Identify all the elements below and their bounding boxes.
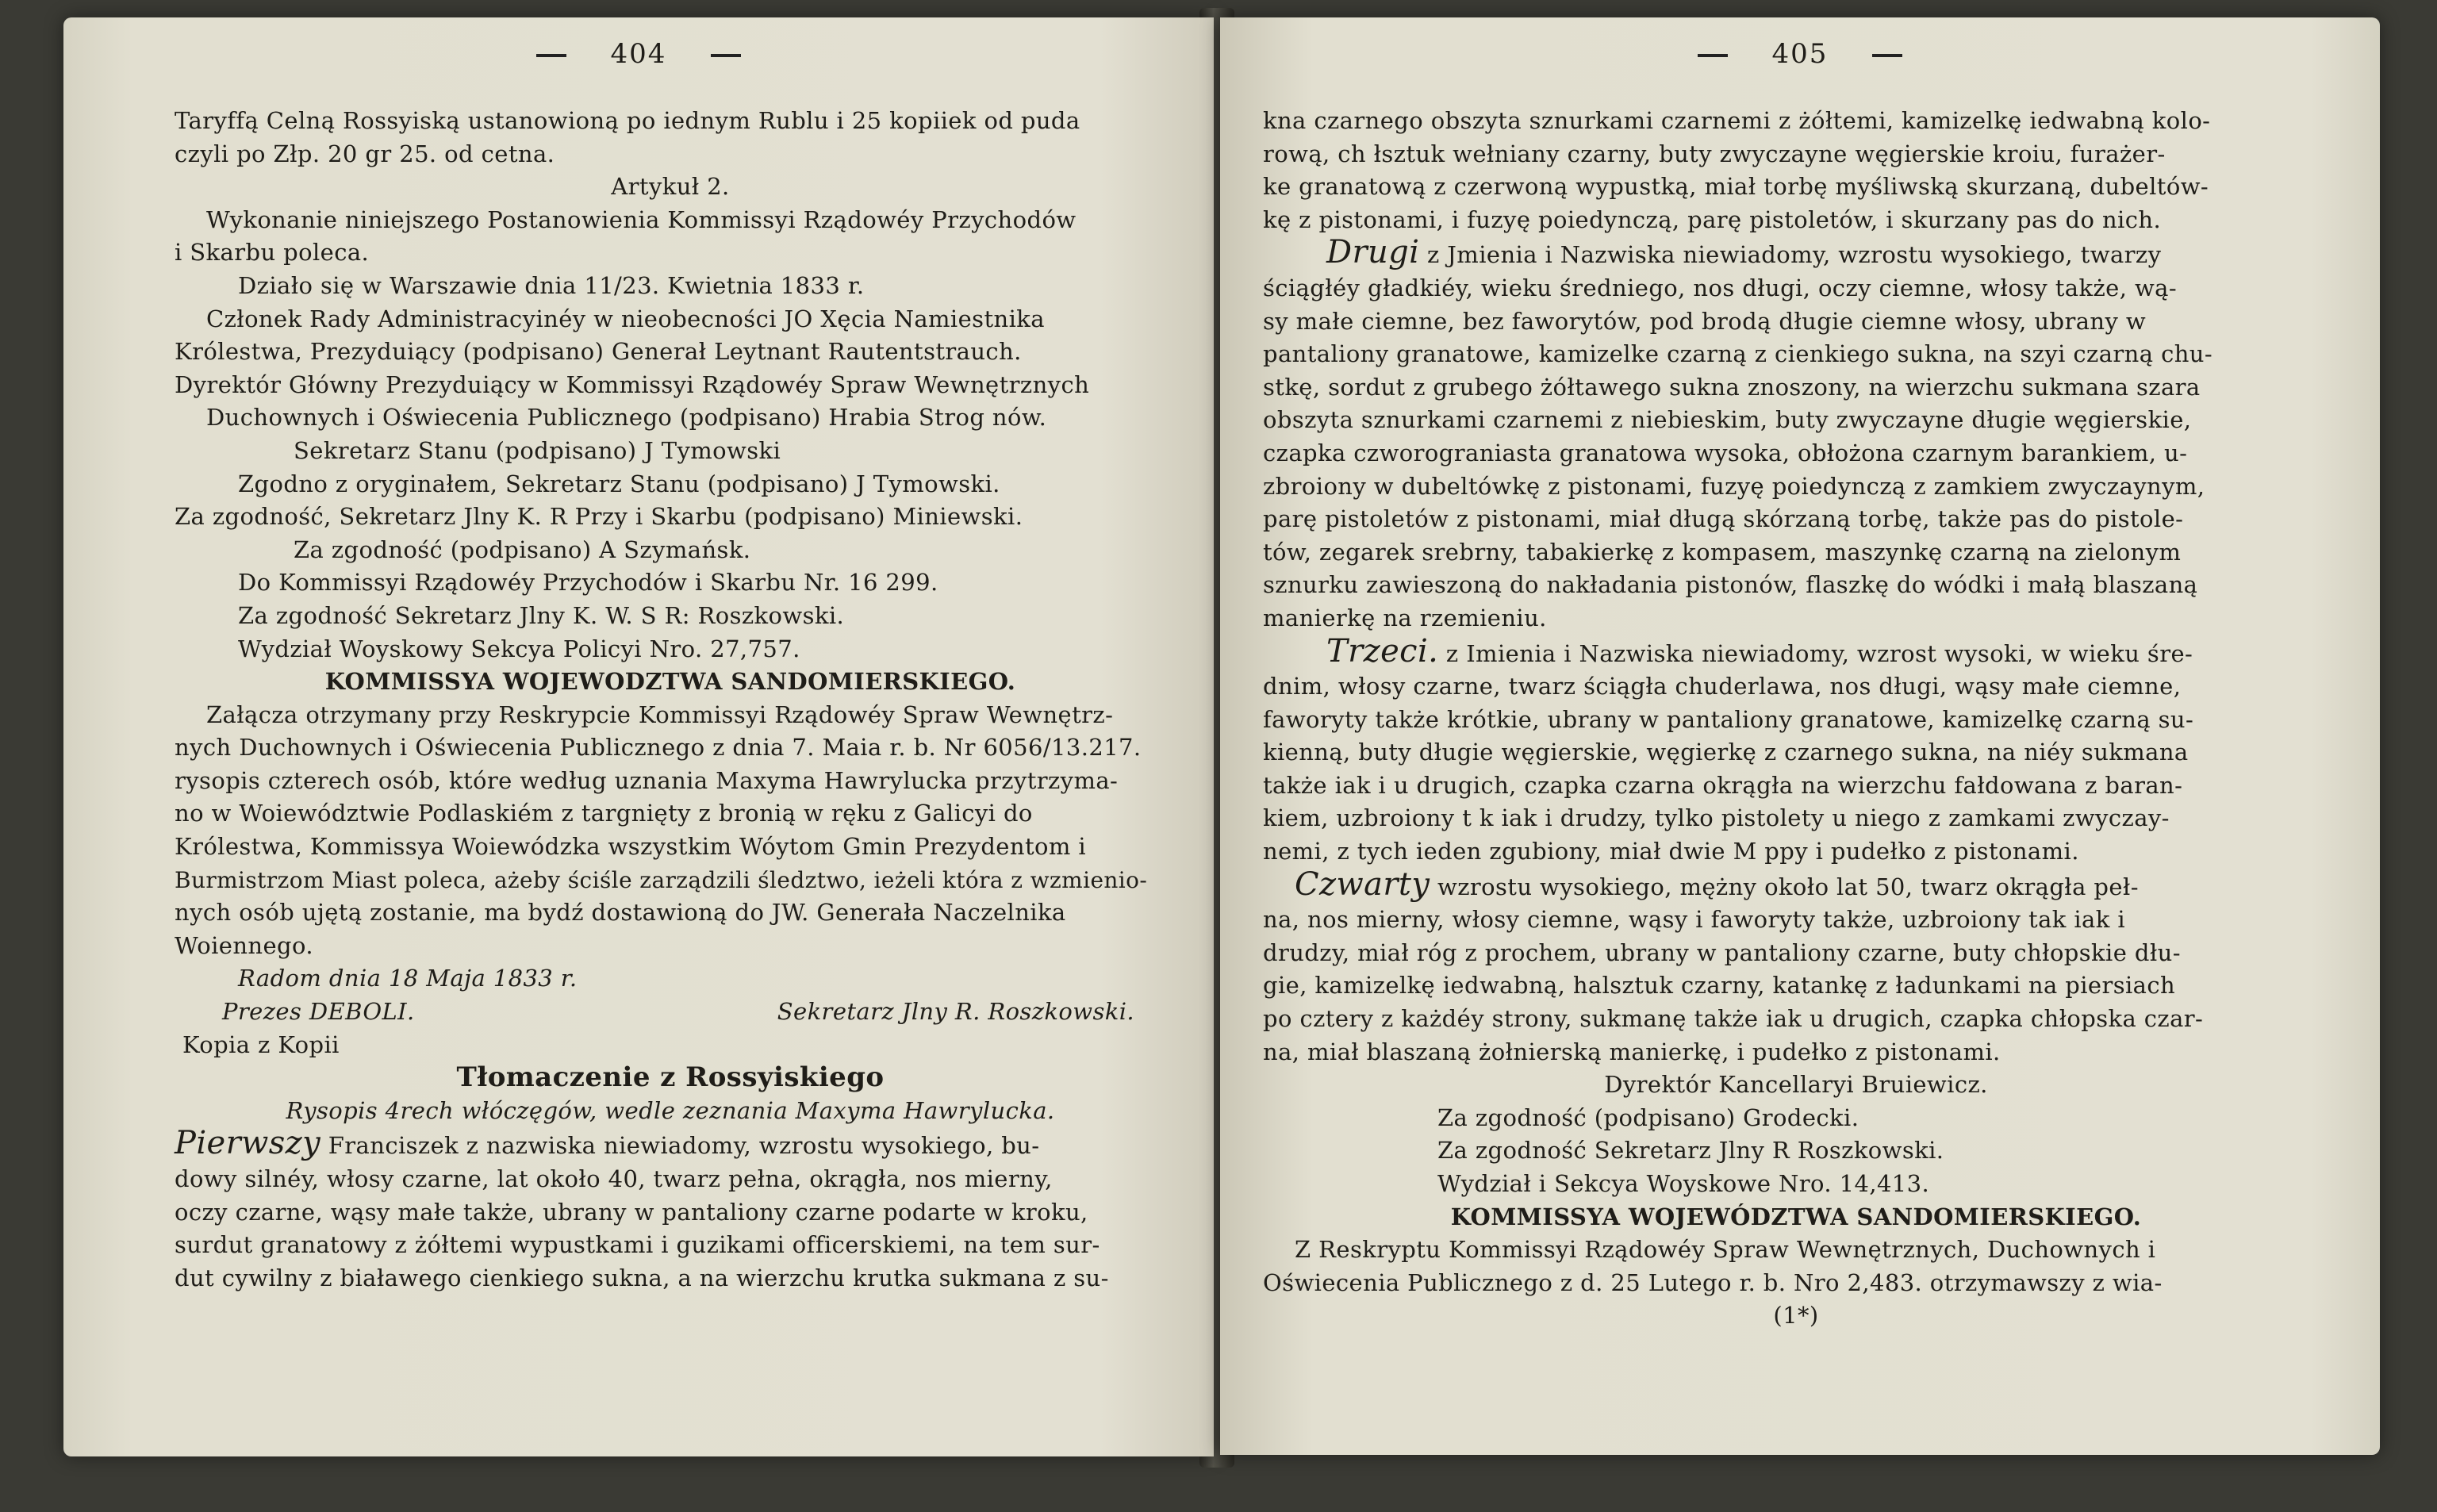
text-line: tów, zegarek srebrny, tabakierkę z kompasem, maszynkę czarną na zielonym bbox=[1263, 538, 2182, 566]
signature-mark: (1*) bbox=[1773, 1302, 1819, 1330]
text-line: Sekretarz Stanu (podpisano) J Tymowski bbox=[294, 436, 781, 464]
text-line: faworyty także krótkie, ubrany w pantaliony granatowe, kamizelkę czarną su- bbox=[1263, 705, 2194, 733]
text-line: dut cywilny z białawego cienkiego sukna, a na wierzchu krutka sukmana z su- bbox=[175, 1264, 1109, 1291]
page-number: 404 bbox=[610, 38, 667, 70]
text-line: Duchownych i Oświecenia Publicznego (podpisano) Hrabia Strog nów. bbox=[206, 404, 1047, 432]
secretary-signature: Sekretarz Jlny R. Roszkowski. bbox=[777, 998, 1134, 1026]
text-line: parę pistoletów z pistonami, miał długą skórzaną torbę, także pas do pistole- bbox=[1263, 505, 2184, 533]
text-span: z Jmienia i Nazwiska niewiadomy, wzrostu wysokiego, twarzy bbox=[1426, 241, 2162, 269]
text-span: Franciszek z nazwiska niewiadomy, wzrostu wysokiego, bu- bbox=[328, 1132, 1040, 1160]
section-ref: Wydział i Sekcya Woyskowe Nro. 14,413. bbox=[1437, 1170, 1930, 1197]
date-line: Radom dnia 18 Maja 1833 r. bbox=[238, 965, 578, 992]
text-line: kę z pistonami, i fuzyę poiedynczą, parę pistoletów, i skurzany pas do nich. bbox=[1263, 205, 2162, 233]
text-line: dnim, włosy czarne, twarz ściągła chuderlawa, nos długi, wąsy małe ciemne, bbox=[1263, 673, 2182, 700]
text-line: Dyrektór Główny Prezyduiący w Kommissyi Rządowéy Spraw Wewnętrznych bbox=[175, 370, 1090, 398]
text-line: obszyta sznurkami czarnemi z niebieskim, buty zwyczayne długie węgierskie, bbox=[1263, 406, 2192, 434]
text-line: oczy czarne, wąsy małe także, ubrany w pantaliony czarne podarte w kroku, bbox=[175, 1198, 1088, 1226]
text-line: dowy silnéy, włosy czarne, lat około 40, twarz pełna, okrągła, nos mierny, bbox=[175, 1165, 1053, 1192]
text-line: także iak i u drugich, czapka czarna okrągła na wierzchu fałdowana z baran- bbox=[1263, 771, 2183, 799]
text-line: ściągłéy gładkiéy, wieku średniego, nos długi, oczy ciemne, włosy także, wą- bbox=[1263, 274, 2178, 301]
text-line bbox=[1263, 632, 2329, 671]
text-span: z Imienia i Nazwiska niewiadomy, wzrost wysoki, w wieku śre- bbox=[1445, 639, 2193, 667]
section-heading: KOMMISSYA WOJEWÓDZTWA SANDOMIERSKIEGO. bbox=[1450, 1203, 2142, 1230]
text-line: pantaliony granatowe, kamizelke czarną z cienkiego sukna, na szyi czarną chu- bbox=[1263, 340, 2213, 368]
text-line: Za zgodność (podpisano) Grodecki. bbox=[1437, 1103, 1859, 1131]
text-line: gie, kamizelkę iedwabną, halsztuk czarny, katankę z ładunkami na piersiach bbox=[1263, 972, 2176, 1000]
header-dash bbox=[711, 54, 741, 57]
text-line: Za zgodność (podpisano) A Szymańsk. bbox=[294, 535, 751, 563]
subheading: Rysopis 4rech włóczęgów, wedle zeznania Maxyma Hawrylucka. bbox=[286, 1096, 1055, 1124]
page-header bbox=[63, 38, 1214, 70]
text-line: surdut granatowy z żółtemi wypustkami i guzikami officerskiemi, na tem sur- bbox=[175, 1231, 1100, 1259]
text-line: drudzy, miał róg z prochem, ubrany w pantaliony czarne, buty chłopskie dłu- bbox=[1263, 938, 2181, 966]
text-line: stkę, sordut z grubego żółtawego sukna znoszony, na wierzchu sukmana szara bbox=[1263, 373, 2201, 401]
text-line: sznurku zawieszoną do nakładania pistonów, flaszkę do wódki i małą blaszaną bbox=[1263, 571, 2198, 599]
text-line: Wykonanie niniejszego Postanowienia Kommissyi Rządowéy Przychodów bbox=[206, 205, 1077, 233]
text-line: Z Reskryptu Kommissyi Rządowéy Spraw Wewnętrznych, Duchownych i bbox=[1295, 1236, 2156, 1264]
text-line: Oświecenia Publicznego z d. 25 Lutego r. b. Nro 2,483. otrzymawszy z wia- bbox=[1263, 1268, 2163, 1296]
text-line: Do Kommissyi Rządowéy Przychodów i Skarbu Nr. 16 299. bbox=[238, 569, 938, 597]
text-line: Taryffą Celną Rossyiską ustanowioną po iednym Rublu i 25 kopiiek od puda bbox=[175, 107, 1080, 134]
text-line: Działo się w Warszawie dnia 11/23. Kwietnia 1833 r. bbox=[238, 271, 865, 299]
text-line: czapka czworograniasta granatowa wysoka, obłożona czarnym barankiem, u- bbox=[1263, 439, 2188, 466]
text-line: Królestwa, Kommissya Woiewódzka wszystkim Wóytom Gmin Prezydentom i bbox=[175, 833, 1087, 861]
text-line: Zgodno z oryginałem, Sekretarz Stanu (podpisano) J Tymowski. bbox=[238, 470, 1000, 497]
header-dash bbox=[1872, 54, 1902, 57]
text-line: no w Woiewództwie Podlaskiém z targnięty z bronią w ręku z Galicyi do bbox=[175, 800, 1033, 827]
text-line bbox=[1263, 865, 2329, 904]
section-heading: KOMMISSYA WOJEWODZTWA SANDOMIERSKIEGO. bbox=[324, 668, 1016, 696]
text-line: na, nos mierny, włosy ciemne, wąsy i faworyty także, uzbroiony tak iak i bbox=[1263, 906, 2126, 934]
text-line: sy małe ciemne, bez faworytów, pod brodą długie ciemne włosy, ubrany w bbox=[1263, 307, 2147, 335]
text-line bbox=[1263, 236, 2329, 272]
page-header bbox=[1220, 38, 2380, 70]
drop-word: Trzeci. bbox=[1326, 632, 1439, 670]
text-line: kiem, uzbroiony t k iak i drudzy, tylko pistolety u niego z zamkami zwyczay- bbox=[1263, 804, 2170, 832]
text-span: wzrostu wysokiego, mężny około lat 50, twarz okrągła peł- bbox=[1437, 873, 2139, 900]
text-line bbox=[175, 1127, 1166, 1163]
text-line: Za zgodność Sekretarz Jlny K. W. S R: Roszkowski. bbox=[238, 601, 845, 629]
text-line: Burmistrzom Miast poleca, ażeby ściśle zarządzili śledztwo, ieżeli która z wzmienio- bbox=[175, 866, 1148, 893]
text-line: po cztery z każdéy strony, sukmanę także iak u drugich, czapka chłopska czar- bbox=[1263, 1005, 2204, 1033]
text-line: rową, ch łsztuk wełniany czarny, buty zwyczayne węgierskie kroiu, furażer- bbox=[1263, 140, 2166, 167]
page-text bbox=[1263, 105, 2329, 1333]
drop-word: Czwarty bbox=[1295, 865, 1430, 903]
header-dash bbox=[536, 54, 566, 57]
drop-word: Pierwszy bbox=[175, 1125, 321, 1162]
text-line: Załącza otrzymany przy Reskrypcie Kommissyi Rządowéy Spraw Wewnętrz- bbox=[206, 700, 1114, 728]
text-line: na, miał blaszaną żołnierską manierkę, i pudełko z pistonami. bbox=[1263, 1038, 2001, 1065]
left-page bbox=[63, 17, 1214, 1456]
right-page bbox=[1220, 17, 2380, 1455]
text-line: nemi, z tych ieden zgubiony, miał dwie M ppy i pudełko z pistonami. bbox=[1263, 838, 2079, 865]
text-line: rysopis czterech osób, które według uznania Maxyma Hawrylucka przytrzyma- bbox=[175, 766, 1119, 794]
page-number: 405 bbox=[1771, 38, 1829, 70]
text-line: Za zgodność Sekretarz Jlny R Roszkowski. bbox=[1437, 1137, 1944, 1165]
text-line: zbroiony w dubeltówkę z pistonami, fuzyę poiedynczą z zamkiem zwyczaynym, bbox=[1263, 472, 2205, 500]
text-line: nych osób ujętą zostanie, ma bydź dostawioną do JW. Generała Naczelnika bbox=[175, 899, 1066, 927]
text-line: Królestwa, Prezyduiący (podpisano) Generał Leytnant Rautentstrauch. bbox=[175, 338, 1022, 366]
text-line: czyli po Złp. 20 gr 25. od cetna. bbox=[175, 140, 555, 167]
text-line: Dyrektór Kancellaryi Bruiewicz. bbox=[1604, 1071, 1988, 1099]
text-line: nych Duchownych i Oświecenia Publicznego z dnia 7. Maia r. b. Nr 6056/13.217. bbox=[175, 734, 1142, 762]
article-heading: Artykuł 2. bbox=[611, 173, 730, 201]
translation-heading: Tłomaczenie z Rossyiskiego bbox=[456, 1061, 885, 1094]
text-line: Członek Rady Administracyinéy w nieobecności JO Xęcia Namiestnika bbox=[206, 305, 1045, 332]
text-line: kienną, buty długie węgierskie, węgierkę z czarnego sukna, na niéy sukmana bbox=[1263, 739, 2189, 766]
text-line: ke granatową z czerwoną wypustką, miał torbę myśliwską skurzaną, dubeltów- bbox=[1263, 173, 2209, 201]
page-text bbox=[175, 105, 1166, 1295]
section-ref: Wydział Woyskowy Sekcya Policyi Nro. 27,757. bbox=[238, 635, 800, 662]
text-line: Woiennego. bbox=[175, 931, 313, 959]
text-line: i Skarbu poleca. bbox=[175, 239, 370, 267]
header-dash bbox=[1698, 54, 1728, 57]
president-signature: Prezes DEBOLI. bbox=[222, 998, 415, 1026]
text-line: manierkę na rzemieniu. bbox=[1263, 604, 1547, 631]
drop-word: Drugi bbox=[1326, 234, 1420, 271]
signature-row bbox=[175, 996, 1166, 1029]
copy-label: Kopia z Kopii bbox=[182, 1030, 340, 1058]
text-line: Za zgodność, Sekretarz Jlny K. R Przy i Skarbu (podpisano) Miniewski. bbox=[175, 503, 1023, 531]
text-line: kna czarnego obszyta sznurkami czarnemi z żółtemi, kamizelkę iedwabną kolo- bbox=[1263, 107, 2211, 134]
